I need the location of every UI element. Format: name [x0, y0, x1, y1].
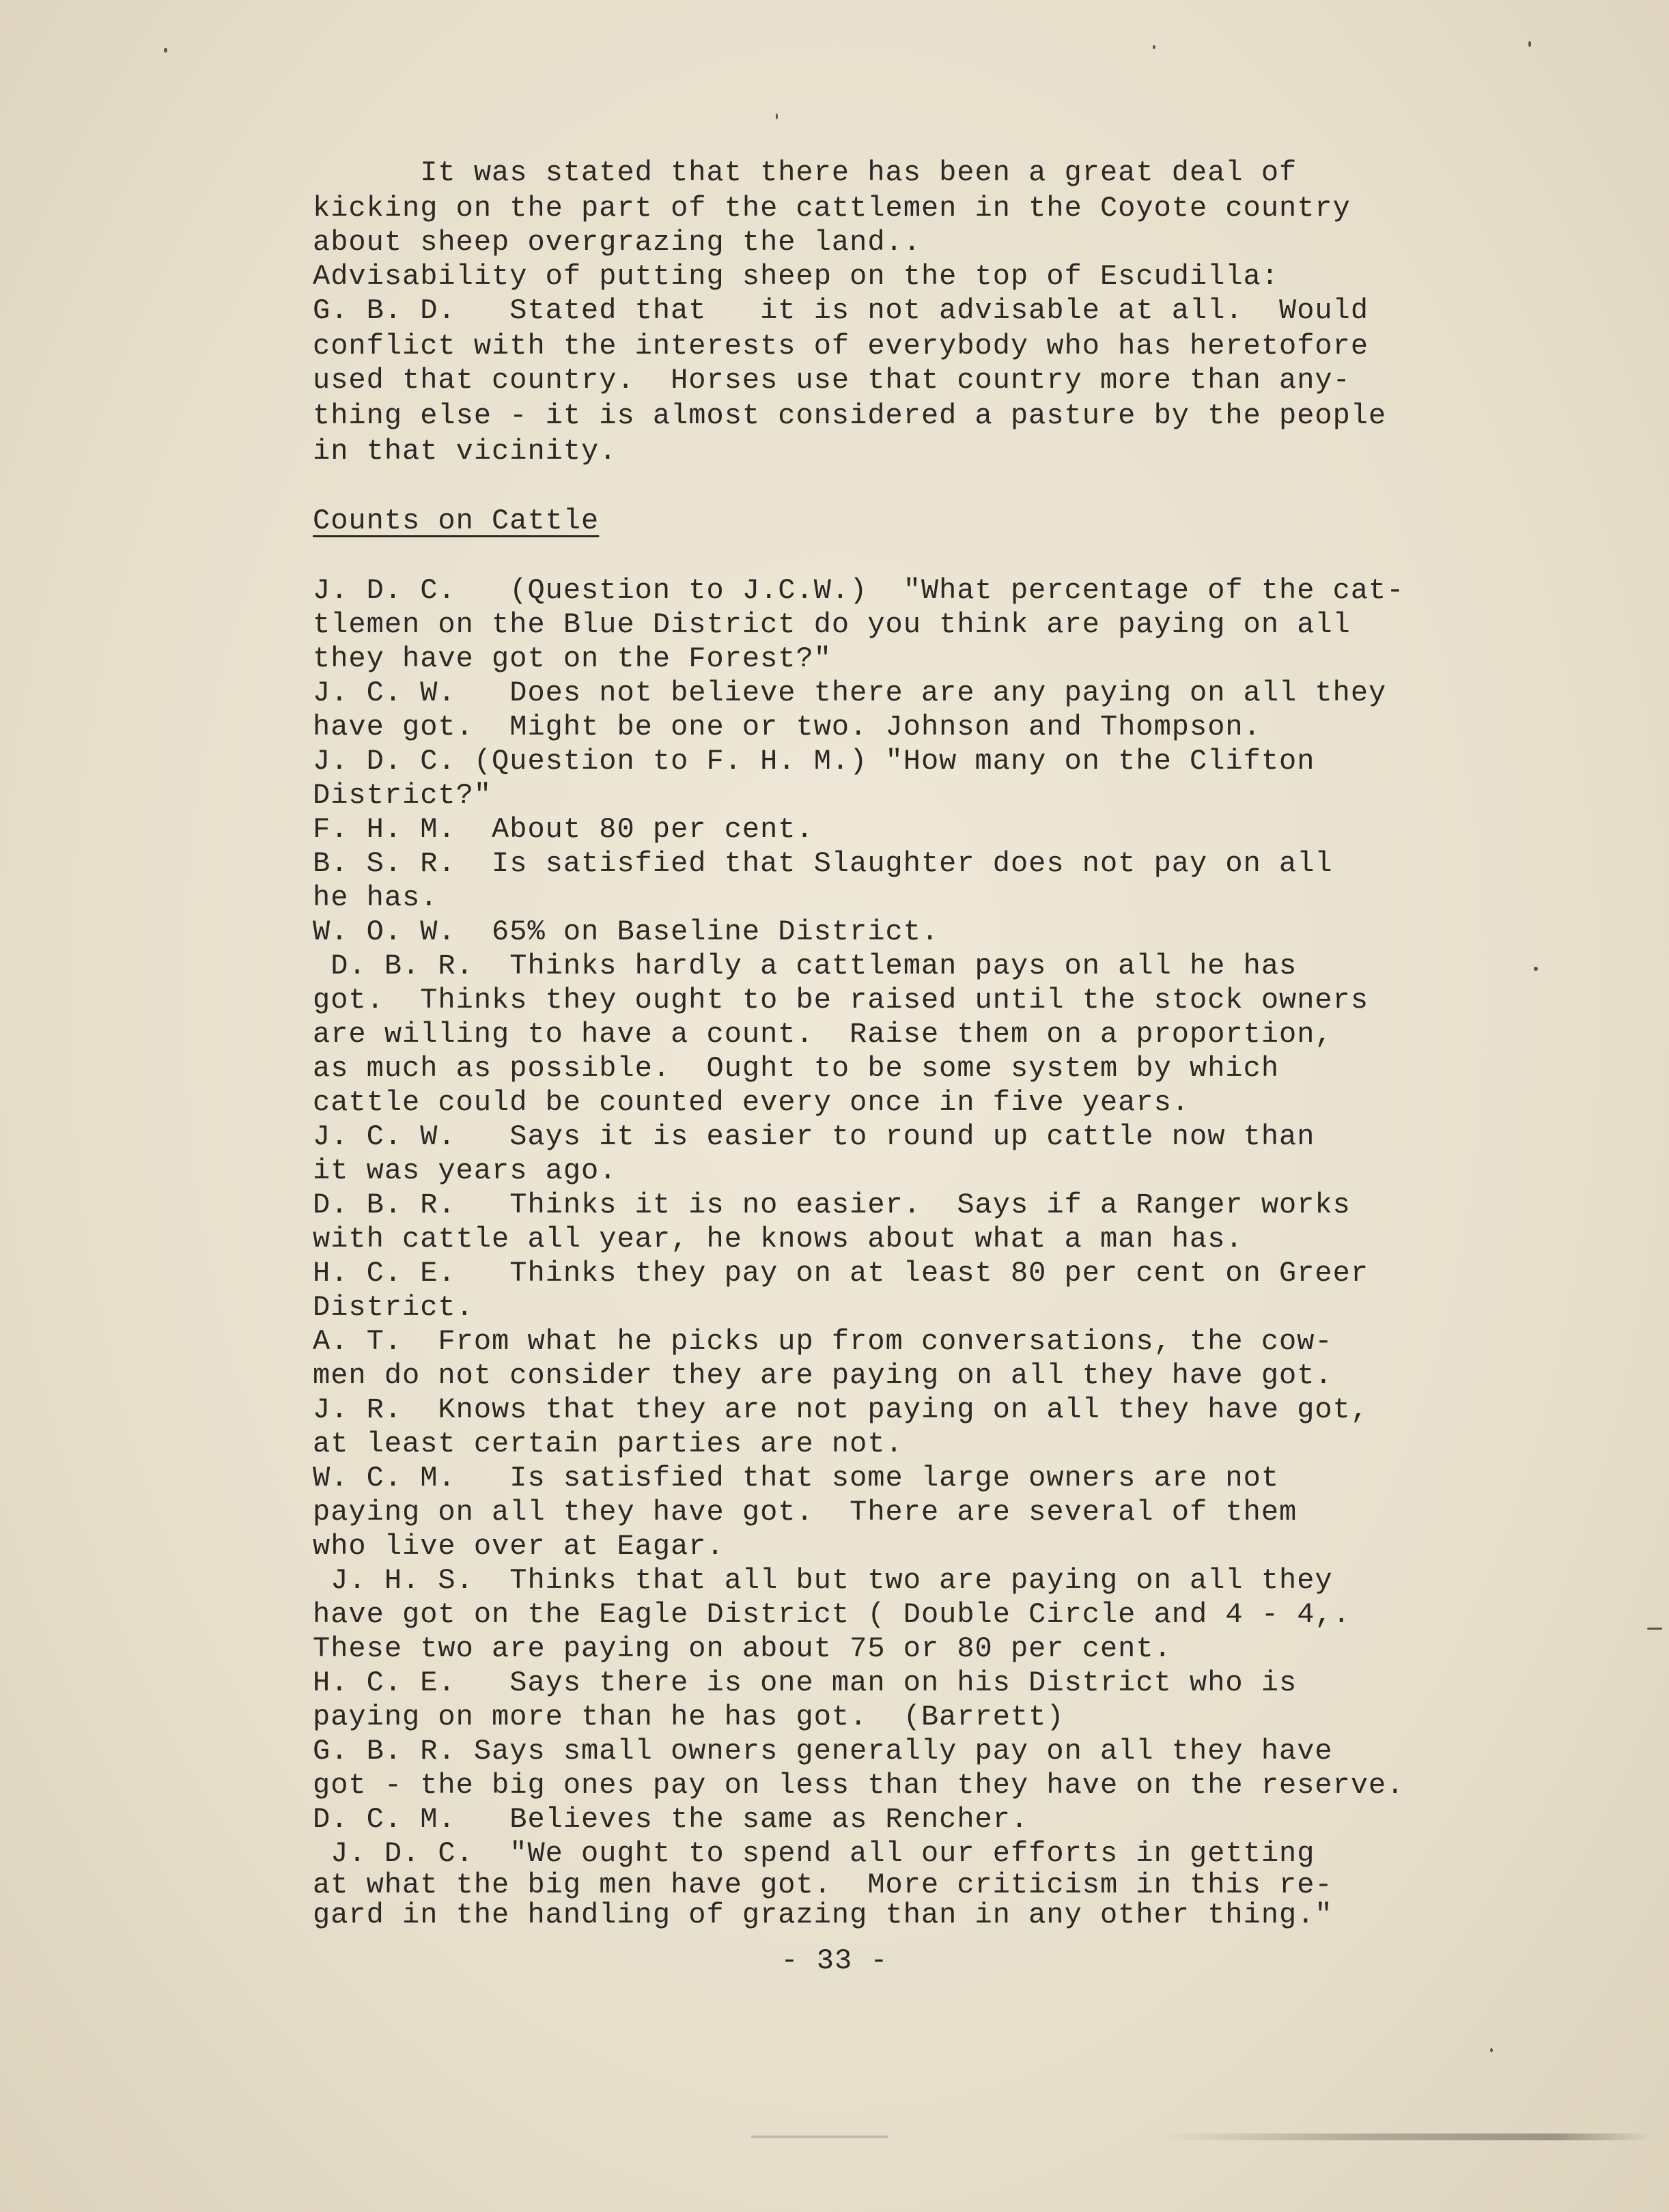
text-line: A. T. From what he picks up from conversations, the cow-: [313, 1325, 1333, 1358]
text-line: W. O. W. 65% on Baseline District.: [313, 916, 940, 948]
text-line: D. C. M. Believes the same as Rencher.: [313, 1803, 1029, 1836]
text-line: H. C. E. Thinks they pay on at least 80 per cent on Greer: [313, 1257, 1369, 1290]
text-line: with cattle all year, he knows about what a man has.: [313, 1223, 1244, 1256]
text-line: W. C. M. Is satisfied that some large owners are not: [313, 1462, 1280, 1494]
paper-speck: [1534, 967, 1538, 971]
text-line: It was stated that there has been a great deal of: [313, 156, 1298, 189]
text-line: J. D. C. "We ought to spend all our efforts in getting: [313, 1837, 1315, 1870]
text-line: thing else - it is almost considered a pasture by the people: [313, 399, 1387, 432]
section-heading: Counts on Cattle: [313, 505, 600, 537]
page-number: - 33 -: [781, 1944, 888, 1977]
text-line: have got. Might be one or two. Johnson and Thompson.: [313, 711, 1261, 743]
text-line: have got on the Eagle District ( Double Circle and 4 - 4,.: [313, 1598, 1351, 1631]
paper-speck: [1528, 41, 1531, 47]
text-line: J. C. W. Does not believe there are any paying on all they: [313, 677, 1387, 709]
text-line: tlemen on the Blue District do you think are paying on all: [313, 608, 1351, 641]
text-line: it was years ago.: [313, 1154, 617, 1187]
paper-smudge: [751, 2136, 888, 2138]
text-line: as much as possible. Ought to be some system by which: [313, 1052, 1280, 1085]
text-line: D. B. R. Thinks it is no easier. Says if a Ranger works: [313, 1189, 1351, 1221]
text-line: they have got on the Forest?": [313, 642, 832, 675]
text-line: G. B. R. Says small owners generally pay on all they have: [313, 1735, 1333, 1768]
text-line: cattle could be counted every once in five years.: [313, 1086, 1190, 1119]
text-line: H. C. E. Says there is one man on his District who is: [313, 1667, 1298, 1699]
text-line: F. H. M. About 80 per cent.: [313, 813, 814, 846]
text-line: District.: [313, 1291, 474, 1324]
text-line: J. D. C. (Question to J.C.W.) "What percentage of the cat-: [313, 574, 1405, 607]
text-line: gard in the handling of grazing than in any other thing.": [313, 1899, 1333, 1931]
paper-speck: [1153, 45, 1155, 49]
text-line: kicking on the part of the cattlemen in the Coyote country: [313, 192, 1351, 225]
paper-speck: [1490, 2048, 1493, 2052]
text-line: paying on all they have got. There are several of them: [313, 1496, 1298, 1529]
text-line: These two are paying on about 75 or 80 per cent.: [313, 1632, 1172, 1665]
paper-speck: [164, 48, 167, 53]
paper-speck: [1647, 1628, 1662, 1630]
paper-speck: [776, 113, 778, 119]
text-line: at what the big men have got. More criticism in this re-: [313, 1869, 1333, 1901]
text-line: are willing to have a count. Raise them on a proportion,: [313, 1018, 1333, 1051]
text-line: men do not consider they are paying on all they have got.: [313, 1359, 1333, 1392]
text-line: D. B. R. Thinks hardly a cattleman pays on all he has: [313, 950, 1298, 982]
text-line: B. S. R. Is satisfied that Slaughter does not pay on all: [313, 847, 1333, 880]
text-line: J. H. S. Thinks that all but two are paying on all they: [313, 1564, 1333, 1597]
text-line: Advisability of putting sheep on the top of Escudilla:: [313, 260, 1280, 293]
text-line: got - the big ones pay on less than they have on the reserve.: [313, 1769, 1405, 1802]
paper-smudge: [1161, 2133, 1653, 2140]
text-line: J. D. C. (Question to F. H. M.) "How many on the Clifton: [313, 745, 1315, 778]
text-line: paying on more than he has got. (Barrett): [313, 1701, 1065, 1733]
text-line: who live over at Eagar.: [313, 1530, 725, 1563]
text-line: at least certain parties are not.: [313, 1428, 903, 1460]
text-line: J. R. Knows that they are not paying on all they have got,: [313, 1393, 1369, 1426]
text-line: in that vicinity.: [313, 435, 617, 468]
text-line: about sheep overgrazing the land..: [313, 226, 921, 259]
text-line: G. B. D. Stated that it is not advisable at all. Would: [313, 294, 1369, 327]
text-line: he has.: [313, 881, 438, 914]
text-line: conflict with the interests of everybody who has heretofore: [313, 330, 1369, 363]
text-line: got. Thinks they ought to be raised until the stock owners: [313, 984, 1369, 1017]
text-line: J. C. W. Says it is easier to round up cattle now than: [313, 1120, 1315, 1153]
text-line: District?": [313, 779, 492, 812]
text-line: used that country. Horses use that country more than any-: [313, 364, 1351, 397]
